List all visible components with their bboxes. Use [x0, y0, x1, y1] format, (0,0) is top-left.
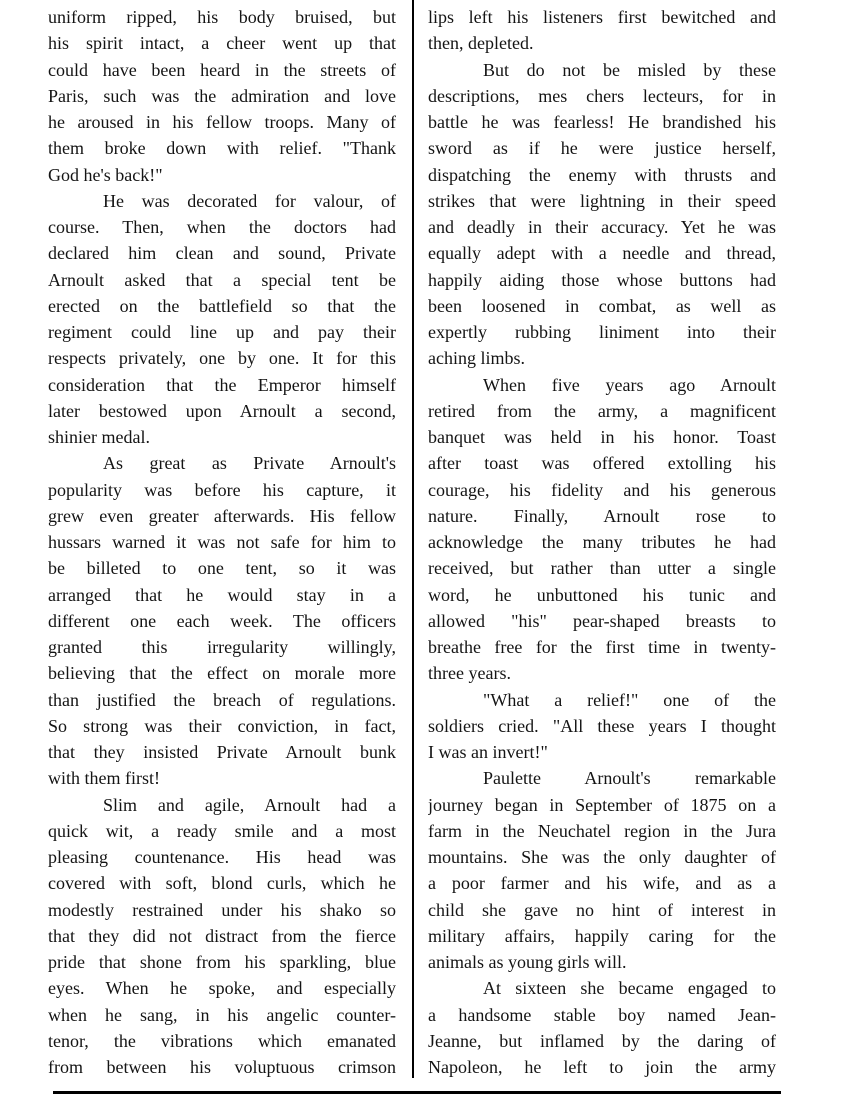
- footer-rule: [53, 1091, 781, 1094]
- text-line: As great as Private Arnoult's: [103, 453, 396, 474]
- text-line: respects privately, one by one. It for this: [48, 348, 396, 369]
- text-line: Paulette Arnoult's remarkable: [483, 768, 776, 789]
- text-line: a handsome stable boy named Jean-: [428, 1004, 776, 1025]
- text-line: quick wit, a ready smile and a most: [48, 820, 396, 841]
- text-line: been loosened in combat, as well as: [428, 295, 776, 316]
- text-line: shinier medal.: [48, 427, 150, 447]
- text-line: expertly rubbing liniment into their: [428, 322, 776, 342]
- text-line: Jeanne, but inflamed by the daring of: [428, 1030, 776, 1051]
- text-line: mountains. She was the only daughter of: [428, 847, 776, 867]
- text-line: that they insisted Private Arnoult bunk: [48, 742, 396, 762]
- text-line: I was an invert!": [428, 742, 548, 762]
- text-line: tenor, the vibrations which emanated: [48, 1030, 396, 1051]
- text-line: courage, his fidelity and his generous: [428, 479, 776, 500]
- text-line: regiment could line up and pay their: [48, 322, 396, 342]
- text-line: could have been heard in the streets of: [48, 59, 396, 80]
- text-line: soldiers cried. "All these years I thought: [428, 715, 776, 736]
- text-line: popularity was before his capture, it: [48, 479, 396, 500]
- text-line: When five years ago Arnoult: [483, 374, 776, 395]
- text-line: dispatching the enemy with thrusts and: [428, 164, 776, 185]
- text-line: nature. Finally, Arnoult rose to: [428, 505, 776, 526]
- text-line: then, depleted.: [428, 33, 534, 54]
- text-line: when he sang, in his angelic counter-: [48, 1004, 396, 1025]
- text-line: his spirit intact, a cheer went up that: [48, 33, 396, 54]
- text-line: lips left his listeners first bewitched and: [428, 7, 776, 27]
- text-line: military affairs, happily caring for the: [428, 925, 776, 946]
- text-line: them broke down with relief. "Thank: [48, 138, 396, 159]
- text-line: course. Then, when the doctors had: [48, 217, 396, 237]
- text-line: child she gave no hint of interest in: [428, 899, 776, 920]
- text-line: believing that the effect on morale more: [48, 663, 396, 684]
- text-line: modestly restrained under his shako so: [48, 899, 396, 920]
- text-line: consideration that the Emperor himself: [48, 374, 396, 395]
- text-column-left: [48, 4, 396, 1080]
- text-line: Paris, such was the admiration and love: [48, 85, 396, 106]
- text-line: hussars warned it was not safe for him to: [48, 532, 396, 552]
- text-line: and deadly in their accuracy. Yet he was: [428, 217, 776, 237]
- text-line: covered with soft, blond curls, which he: [48, 873, 396, 894]
- text-line: than justified the breach of regulations.: [48, 689, 396, 710]
- text-line: equally adept with a needle and thread,: [428, 243, 776, 264]
- text-line: farm in the Neuchatel region in the Jura: [428, 820, 776, 841]
- text-line: later bestowed upon Arnoult a second,: [48, 400, 396, 421]
- text-line: that they did not distract from the fierce: [48, 925, 396, 946]
- text-line: uniform ripped, his body bruised, but: [48, 7, 396, 27]
- text-line: granted this irregularity willingly,: [48, 637, 396, 657]
- text-line: after toast was offered extolling his: [428, 453, 776, 474]
- text-line: eyes. When he spoke, and especially: [48, 978, 396, 999]
- text-line: different one each week. The officers: [48, 610, 396, 631]
- text-line: breathe free for the first time in twenty-: [428, 637, 776, 657]
- text-line: declared him clean and sound, Private: [48, 243, 396, 264]
- text-line: aching limbs.: [428, 348, 525, 369]
- text-line: a poor farmer and his wife, and as a: [428, 873, 776, 894]
- text-line: pleasing countenance. His head was: [48, 847, 396, 867]
- text-line: So strong was their conviction, in fact,: [48, 715, 396, 736]
- text-line: he aroused in his fellow troops. Many of: [48, 112, 396, 132]
- text-line: "What a relief!" one of the: [483, 689, 776, 710]
- text-line: with them first!: [48, 768, 160, 789]
- text-line: arranged that he would stay in a: [48, 584, 396, 605]
- text-line: pride that shone from his sparkling, blue: [48, 952, 396, 972]
- text-line: be billeted to one tent, so it was: [48, 558, 396, 579]
- text-column-right: [428, 4, 776, 1080]
- text-line: Arnoult asked that a special tent be: [48, 269, 396, 290]
- text-line: strikes that were lightning in their speed: [428, 190, 776, 211]
- text-line: retired from the army, a magnificent: [428, 400, 776, 421]
- text-line: from between his voluptuous crimson: [48, 1057, 396, 1077]
- text-line: animals as young girls will.: [428, 952, 627, 972]
- text-line: erected on the battlefield so that the: [48, 295, 396, 316]
- text-line: grew even greater afterwards. His fellow: [48, 505, 396, 526]
- text-line: sword as if he were justice herself,: [428, 138, 776, 159]
- text-line: journey began in September of 1875 on a: [428, 794, 776, 815]
- text-line: descriptions, mes chers lecteurs, for in: [428, 85, 776, 106]
- text-line: But do not be misled by these: [483, 59, 776, 80]
- text-line: three years.: [428, 663, 511, 684]
- text-line: received, but rather than utter a single: [428, 558, 776, 579]
- text-line: allowed "his" pear-shaped breasts to: [428, 610, 776, 631]
- text-line: Napoleon, he left to join the army: [428, 1057, 776, 1077]
- text-line: happily aiding those whose buttons had: [428, 269, 776, 290]
- column-divider: [412, 0, 414, 1078]
- text-line: Slim and agile, Arnoult had a: [103, 794, 396, 815]
- text-line: acknowledge the many tributes he had: [428, 532, 776, 552]
- text-line: God he's back!": [48, 164, 163, 185]
- text-line: banquet was held in his honor. Toast: [428, 427, 776, 447]
- text-line: At sixteen she became engaged to: [483, 978, 776, 999]
- text-line: He was decorated for valour, of: [103, 190, 396, 211]
- text-line: word, he unbuttoned his tunic and: [428, 584, 776, 605]
- text-line: battle he was fearless! He brandished his: [428, 112, 776, 132]
